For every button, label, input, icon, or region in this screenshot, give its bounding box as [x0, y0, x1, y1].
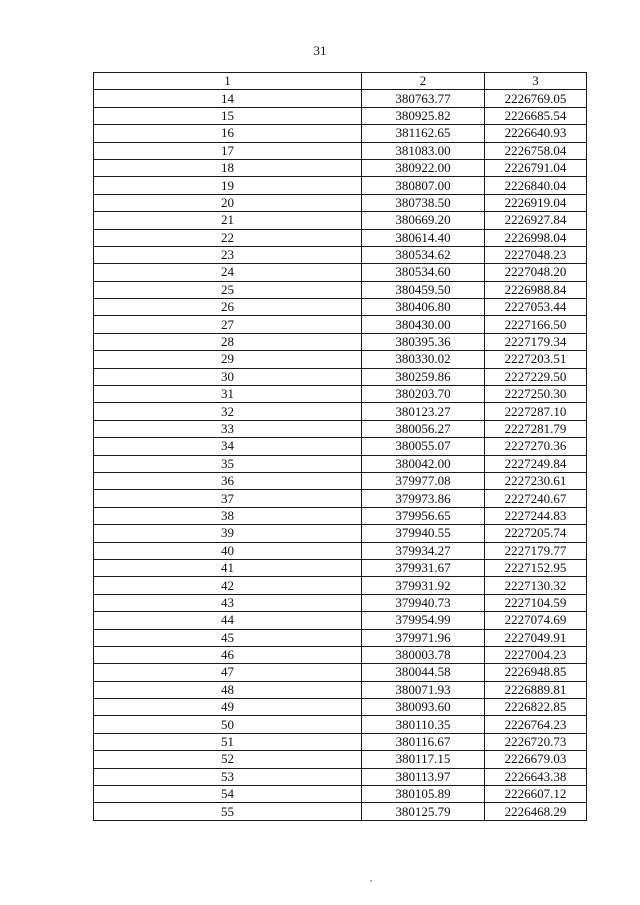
point-number-cell: 23 — [94, 246, 362, 263]
y-coordinate-cell: 2227166.50 — [485, 316, 587, 333]
y-coordinate-cell: 2226468.29 — [485, 803, 587, 820]
x-coordinate-cell: 380259.86 — [362, 368, 485, 385]
point-number-cell: 29 — [94, 351, 362, 368]
x-coordinate-cell: 380117.15 — [362, 751, 485, 768]
point-number-cell: 14 — [94, 90, 362, 107]
y-coordinate-cell: 2227270.36 — [485, 438, 587, 455]
point-number-cell: 32 — [94, 403, 362, 420]
point-number-cell: 21 — [94, 212, 362, 229]
point-number-cell: 26 — [94, 299, 362, 316]
column-header-point: 1 — [94, 73, 362, 90]
x-coordinate-cell: 380203.70 — [362, 386, 485, 403]
table-row — [94, 594, 587, 611]
y-coordinate-cell: 2226919.04 — [485, 194, 587, 211]
y-coordinate-cell: 2226927.84 — [485, 212, 587, 229]
point-number-cell: 35 — [94, 455, 362, 472]
point-number-cell: 38 — [94, 507, 362, 524]
point-number-cell: 39 — [94, 525, 362, 542]
point-number-cell: 24 — [94, 264, 362, 281]
table-row — [94, 333, 587, 350]
y-coordinate-cell: 2226607.12 — [485, 786, 587, 803]
table-row — [94, 142, 587, 159]
table-row — [94, 803, 587, 820]
table-row — [94, 472, 587, 489]
point-number-cell: 42 — [94, 577, 362, 594]
point-number-cell: 20 — [94, 194, 362, 211]
x-coordinate-cell: 380430.00 — [362, 316, 485, 333]
table-row — [94, 751, 587, 768]
y-coordinate-cell: 2226840.04 — [485, 177, 587, 194]
point-number-cell: 22 — [94, 229, 362, 246]
y-coordinate-cell: 2226720.73 — [485, 733, 587, 750]
table-row — [94, 455, 587, 472]
x-coordinate-cell: 379940.55 — [362, 525, 485, 542]
table-row — [94, 577, 587, 594]
point-number-cell: 54 — [94, 786, 362, 803]
point-number-cell: 52 — [94, 751, 362, 768]
table-row — [94, 490, 587, 507]
x-coordinate-cell: 380738.50 — [362, 194, 485, 211]
table-row — [94, 646, 587, 663]
table-row — [94, 246, 587, 263]
x-coordinate-cell: 380807.00 — [362, 177, 485, 194]
point-number-cell: 43 — [94, 594, 362, 611]
column-header-x: 2 — [362, 73, 485, 90]
x-coordinate-cell: 380614.40 — [362, 229, 485, 246]
y-coordinate-cell: 2226643.38 — [485, 768, 587, 785]
y-coordinate-cell: 2227049.91 — [485, 629, 587, 646]
table-header-row — [94, 73, 587, 90]
point-number-cell: 25 — [94, 281, 362, 298]
x-coordinate-cell: 380459.50 — [362, 281, 485, 298]
table-row — [94, 542, 587, 559]
y-coordinate-cell: 2226685.54 — [485, 107, 587, 124]
y-coordinate-cell: 2226948.85 — [485, 664, 587, 681]
table-row — [94, 733, 587, 750]
x-coordinate-cell: 379940.73 — [362, 594, 485, 611]
table-row — [94, 264, 587, 281]
x-coordinate-cell: 381162.65 — [362, 125, 485, 142]
x-coordinate-cell: 381083.00 — [362, 142, 485, 159]
table-row — [94, 107, 587, 124]
point-number-cell: 31 — [94, 386, 362, 403]
x-coordinate-cell: 379977.08 — [362, 472, 485, 489]
point-number-cell: 30 — [94, 368, 362, 385]
y-coordinate-cell: 2226769.05 — [485, 90, 587, 107]
y-coordinate-cell: 2227230.61 — [485, 472, 587, 489]
point-number-cell: 48 — [94, 681, 362, 698]
table-row — [94, 368, 587, 385]
point-number-cell: 45 — [94, 629, 362, 646]
table-row — [94, 507, 587, 524]
x-coordinate-cell: 380105.89 — [362, 786, 485, 803]
x-coordinate-cell: 380042.00 — [362, 455, 485, 472]
point-number-cell: 28 — [94, 333, 362, 350]
x-coordinate-cell: 380123.27 — [362, 403, 485, 420]
table-row — [94, 420, 587, 437]
point-number-cell: 36 — [94, 472, 362, 489]
y-coordinate-cell: 2227240.67 — [485, 490, 587, 507]
point-number-cell: 34 — [94, 438, 362, 455]
y-coordinate-cell: 2227130.32 — [485, 577, 587, 594]
x-coordinate-cell: 380093.60 — [362, 699, 485, 716]
y-coordinate-cell: 2227179.34 — [485, 333, 587, 350]
y-coordinate-cell: 2227179.77 — [485, 542, 587, 559]
y-coordinate-cell: 2226791.04 — [485, 159, 587, 176]
point-number-cell: 15 — [94, 107, 362, 124]
table-row — [94, 559, 587, 576]
point-number-cell: 55 — [94, 803, 362, 820]
y-coordinate-cell: 2227281.79 — [485, 420, 587, 437]
point-number-cell: 44 — [94, 612, 362, 629]
table-row — [94, 629, 587, 646]
table-row — [94, 681, 587, 698]
table-row — [94, 299, 587, 316]
point-number-cell: 50 — [94, 716, 362, 733]
point-number-cell: 53 — [94, 768, 362, 785]
x-coordinate-cell: 379931.67 — [362, 559, 485, 576]
y-coordinate-cell: 2226889.81 — [485, 681, 587, 698]
y-coordinate-cell: 2226679.03 — [485, 751, 587, 768]
table-row — [94, 125, 587, 142]
x-coordinate-cell: 380071.93 — [362, 681, 485, 698]
table-row — [94, 194, 587, 211]
point-number-cell: 41 — [94, 559, 362, 576]
point-number-cell: 19 — [94, 177, 362, 194]
x-coordinate-cell: 380003.78 — [362, 646, 485, 663]
x-coordinate-cell: 380922.00 — [362, 159, 485, 176]
x-coordinate-cell: 380406.80 — [362, 299, 485, 316]
x-coordinate-cell: 380330.02 — [362, 351, 485, 368]
y-coordinate-cell: 2227203.51 — [485, 351, 587, 368]
table-row — [94, 699, 587, 716]
point-number-cell: 49 — [94, 699, 362, 716]
x-coordinate-cell: 380925.82 — [362, 107, 485, 124]
point-number-cell: 37 — [94, 490, 362, 507]
y-coordinate-cell: 2227048.20 — [485, 264, 587, 281]
y-coordinate-cell: 2226640.93 — [485, 125, 587, 142]
table-row — [94, 90, 587, 107]
point-number-cell: 46 — [94, 646, 362, 663]
y-coordinate-cell: 2227229.50 — [485, 368, 587, 385]
x-coordinate-cell: 379971.96 — [362, 629, 485, 646]
table-row — [94, 525, 587, 542]
point-number-cell: 33 — [94, 420, 362, 437]
y-coordinate-cell: 2227004.23 — [485, 646, 587, 663]
x-coordinate-cell: 380763.77 — [362, 90, 485, 107]
point-number-cell: 27 — [94, 316, 362, 333]
y-coordinate-cell: 2226822.85 — [485, 699, 587, 716]
x-coordinate-cell: 380055.07 — [362, 438, 485, 455]
table-row — [94, 664, 587, 681]
y-coordinate-cell: 2227053.44 — [485, 299, 587, 316]
page-number: 31 — [313, 43, 327, 58]
y-coordinate-cell: 2227152.95 — [485, 559, 587, 576]
x-coordinate-cell: 379973.86 — [362, 490, 485, 507]
y-coordinate-cell: 2226988.84 — [485, 281, 587, 298]
point-number-cell: 47 — [94, 664, 362, 681]
table-row — [94, 229, 587, 246]
table-row — [94, 212, 587, 229]
y-coordinate-cell: 2227104.59 — [485, 594, 587, 611]
table-row — [94, 159, 587, 176]
table-row — [94, 786, 587, 803]
table-row — [94, 438, 587, 455]
y-coordinate-cell: 2227244.83 — [485, 507, 587, 524]
y-coordinate-cell: 2227249.84 — [485, 455, 587, 472]
x-coordinate-cell: 379956.65 — [362, 507, 485, 524]
x-coordinate-cell: 380110.35 — [362, 716, 485, 733]
x-coordinate-cell: 380056.27 — [362, 420, 485, 437]
x-coordinate-cell: 380044.58 — [362, 664, 485, 681]
y-coordinate-cell: 2227287.10 — [485, 403, 587, 420]
x-coordinate-cell: 379954.99 — [362, 612, 485, 629]
x-coordinate-cell: 380669.20 — [362, 212, 485, 229]
table-row — [94, 768, 587, 785]
point-number-cell: 18 — [94, 159, 362, 176]
y-coordinate-cell: 2227250.30 — [485, 386, 587, 403]
x-coordinate-cell: 379931.92 — [362, 577, 485, 594]
table-row — [94, 351, 587, 368]
x-coordinate-cell: 380395.36 — [362, 333, 485, 350]
point-number-cell: 40 — [94, 542, 362, 559]
table-row — [94, 177, 587, 194]
point-number-cell: 17 — [94, 142, 362, 159]
y-coordinate-cell: 2226764.23 — [485, 716, 587, 733]
point-number-cell: 16 — [94, 125, 362, 142]
y-coordinate-cell: 2227048.23 — [485, 246, 587, 263]
x-coordinate-cell: 380534.60 — [362, 264, 485, 281]
column-header-y: 3 — [485, 73, 587, 90]
scan-speck — [370, 880, 372, 882]
table-row — [94, 386, 587, 403]
x-coordinate-cell: 380113.97 — [362, 768, 485, 785]
x-coordinate-cell: 380125.79 — [362, 803, 485, 820]
table-row — [94, 316, 587, 333]
table-row — [94, 403, 587, 420]
coordinates-table — [93, 72, 587, 821]
table-body — [94, 90, 587, 820]
y-coordinate-cell: 2227074.69 — [485, 612, 587, 629]
x-coordinate-cell: 380534.62 — [362, 246, 485, 263]
y-coordinate-cell: 2226998.04 — [485, 229, 587, 246]
y-coordinate-cell: 2226758.04 — [485, 142, 587, 159]
x-coordinate-cell: 379934.27 — [362, 542, 485, 559]
table-row — [94, 716, 587, 733]
table-row — [94, 281, 587, 298]
table-row — [94, 612, 587, 629]
y-coordinate-cell: 2227205.74 — [485, 525, 587, 542]
x-coordinate-cell: 380116.67 — [362, 733, 485, 750]
point-number-cell: 51 — [94, 733, 362, 750]
